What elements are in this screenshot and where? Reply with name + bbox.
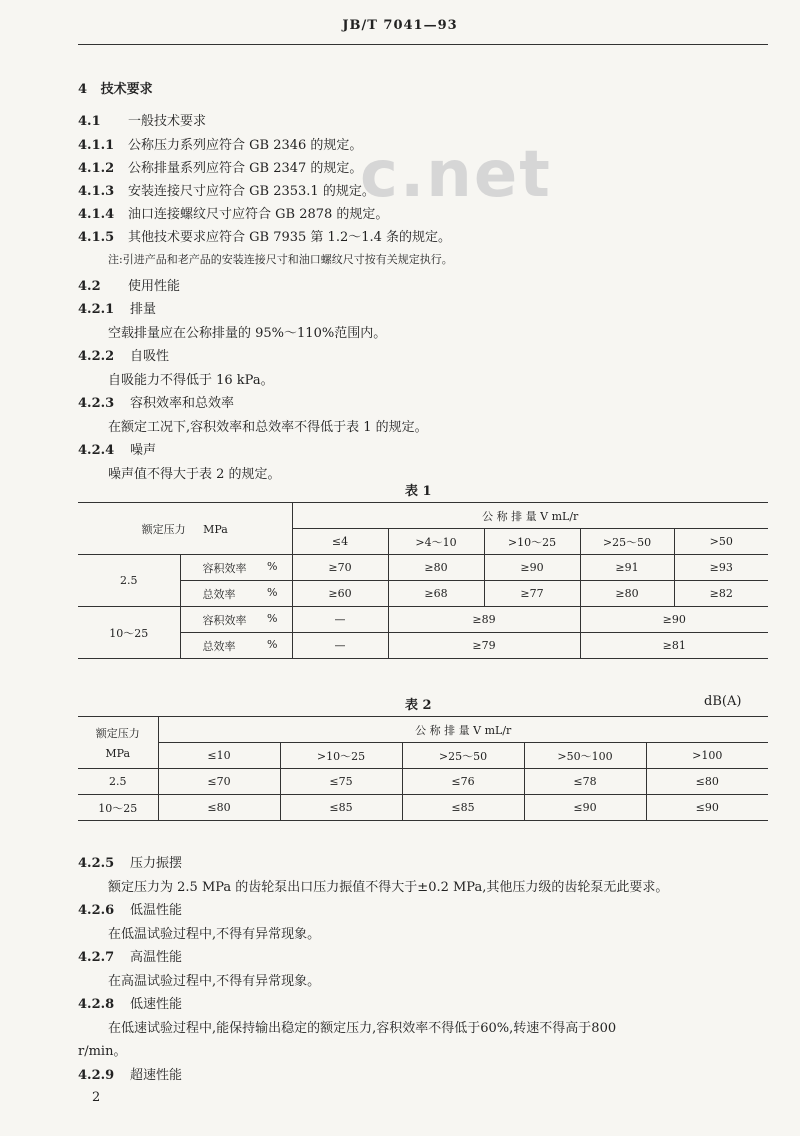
pressure-cell: 2.5 <box>78 555 180 607</box>
item-number: 4.1.3 <box>78 184 115 199</box>
page-number: 2 <box>92 1090 101 1105</box>
value-cell: ≥91 <box>580 555 674 581</box>
value-cell: ≥90 <box>580 607 768 633</box>
value-cell: ≥80 <box>580 581 674 607</box>
col-header: >50 <box>674 529 768 555</box>
subsection-body: 额定压力为 2.5 MPa 的齿轮泵出口压力振值不得大于±0.2 MPa,其他压力级的齿轮泵无此要求。 <box>108 879 669 895</box>
value-cell: ≥80 <box>388 555 484 581</box>
value-cell: ≤85 <box>402 795 524 821</box>
item-number: 4.2.6 <box>78 903 115 918</box>
col-header: ≤10 <box>158 743 280 769</box>
item-number: 4.2.4 <box>78 443 115 458</box>
col-header: >100 <box>646 743 768 769</box>
subsection-heading <box>78 993 668 1017</box>
header-displacement: 公 称 排 量 V mL/r <box>292 503 768 529</box>
page-header: JB/T 7041—93 <box>342 18 458 33</box>
table-2-caption: 表 2 <box>405 698 432 713</box>
subsection-body: 自吸能力不得低于 16 kPa。 <box>108 372 274 388</box>
subsection-heading <box>78 852 668 876</box>
list-4-1 <box>78 134 451 249</box>
value-cell: ≤70 <box>158 769 280 795</box>
subsection-heading <box>78 439 428 463</box>
subsection-heading <box>78 899 668 923</box>
col-header: >50～100 <box>524 743 646 769</box>
item-title: 自吸性 <box>130 349 170 364</box>
pressure-cell: 10～25 <box>78 795 158 821</box>
item-text: 其他技术要求应符合 GB 7935 第 1.2～1.4 条的规定。 <box>128 230 452 245</box>
note-4-1: 注:引进产品和老产品的安装连接尺寸和油口螺纹尺寸按有关规定执行。 <box>108 253 453 266</box>
subsection-heading <box>78 392 428 416</box>
section-title: 技术要求 <box>100 82 153 97</box>
section-number: 4 <box>78 82 88 97</box>
item-title: 排量 <box>130 302 157 317</box>
value-cell: — <box>292 607 388 633</box>
value-cell: ≥68 <box>388 581 484 607</box>
subsection-heading <box>78 1064 668 1088</box>
item-title: 低温性能 <box>130 903 183 918</box>
value-cell: ≤78 <box>524 769 646 795</box>
item-text: 公称压力系列应符合 GB 2346 的规定。 <box>128 138 363 153</box>
subsection-heading <box>78 298 428 322</box>
col-header: >25～50 <box>580 529 674 555</box>
col-header: >10～25 <box>484 529 580 555</box>
pressure-cell: 10～25 <box>78 607 180 659</box>
section-4-heading <box>78 78 153 97</box>
list-item <box>78 226 451 249</box>
item-number: 4.1.4 <box>78 207 115 222</box>
list-item <box>78 203 451 226</box>
value-cell: ≤90 <box>524 795 646 821</box>
item-title: 高温性能 <box>130 950 183 965</box>
item-number: 4.2.1 <box>78 302 115 317</box>
table-1 <box>78 502 768 659</box>
label-cell: 总效率 % <box>180 633 292 659</box>
list-item <box>78 134 451 157</box>
value-cell: — <box>292 633 388 659</box>
watermark: c.net <box>360 138 552 212</box>
header-rule <box>78 44 768 45</box>
table-2 <box>78 716 768 821</box>
item-title: 低速性能 <box>130 997 183 1012</box>
section-number: 4.1 <box>78 114 101 129</box>
label-cell: 总效率 % <box>180 581 292 607</box>
item-number: 4.2.9 <box>78 1067 115 1083</box>
value-cell: ≤80 <box>158 795 280 821</box>
header-rated-pressure: 额定压力 MPa <box>78 503 292 555</box>
col-header: ≤4 <box>292 529 388 555</box>
item-title: 压力振摆 <box>130 856 183 871</box>
section-title: 使用性能 <box>128 279 181 294</box>
col-header: >4～10 <box>388 529 484 555</box>
label-cell: 容积效率 % <box>180 555 292 581</box>
subsection-heading <box>78 946 668 970</box>
value-cell: ≤80 <box>646 769 768 795</box>
section-title: 一般技术要求 <box>128 114 207 129</box>
item-title: 超速性能 <box>130 1067 183 1083</box>
item-text: 油口连接螺纹尺寸应符合 GB 2878 的规定。 <box>128 207 389 222</box>
value-cell: ≥79 <box>388 633 580 659</box>
item-title: 容积效率和总效率 <box>130 396 235 411</box>
value-cell: ≥81 <box>580 633 768 659</box>
value-cell: ≥77 <box>484 581 580 607</box>
value-cell: ≥90 <box>484 555 580 581</box>
subsection-body: 在低温试验过程中,不得有异常现象。 <box>108 926 321 942</box>
value-cell: ≤76 <box>402 769 524 795</box>
list-4-2-part1 <box>78 298 428 486</box>
header-rated-pressure: 额定压力 MPa <box>78 717 158 769</box>
item-number: 4.2.3 <box>78 396 115 411</box>
subsection-heading <box>78 345 428 369</box>
table-2-unit: dB(A) <box>704 694 742 709</box>
table-1-caption: 表 1 <box>405 484 432 499</box>
item-number: 4.2.2 <box>78 349 115 364</box>
item-number: 4.1.2 <box>78 161 115 176</box>
table-row <box>78 555 768 581</box>
value-cell: ≤75 <box>280 769 402 795</box>
item-number: 4.2.5 <box>78 856 115 871</box>
section-4-2-heading <box>78 275 180 294</box>
subsection-body: 噪声值不得大于表 2 的规定。 <box>108 466 281 482</box>
value-cell: ≤85 <box>280 795 402 821</box>
list-item <box>78 180 451 203</box>
value-cell: ≥70 <box>292 555 388 581</box>
subsection-body: 在额定工况下,容积效率和总效率不得低于表 1 的规定。 <box>108 419 428 435</box>
table-row <box>78 769 768 795</box>
item-number: 4.1.1 <box>78 138 115 153</box>
subsection-body-continued: r/min。 <box>78 1044 127 1059</box>
item-text: 安装连接尺寸应符合 GB 2353.1 的规定。 <box>128 184 375 199</box>
pressure-cell: 2.5 <box>78 769 158 795</box>
value-cell: ≥60 <box>292 581 388 607</box>
item-number: 4.2.7 <box>78 950 115 965</box>
subsection-body: 在高温试验过程中,不得有异常现象。 <box>108 973 321 989</box>
value-cell: ≤90 <box>646 795 768 821</box>
table-row <box>78 633 768 659</box>
item-text: 公称排量系列应符合 GB 2347 的规定。 <box>128 161 363 176</box>
value-cell: ≥82 <box>674 581 768 607</box>
col-header: >25～50 <box>402 743 524 769</box>
item-number: 4.1.5 <box>78 230 115 245</box>
label-cell: 容积效率 % <box>180 607 292 633</box>
table-row <box>78 581 768 607</box>
table-row <box>78 607 768 633</box>
section-4-1-heading <box>78 110 206 129</box>
subsection-body: 空载排量应在公称排量的 95%～110%范围内。 <box>108 325 387 341</box>
list-item <box>78 157 451 180</box>
item-title: 噪声 <box>130 443 157 458</box>
value-cell: ≥89 <box>388 607 580 633</box>
item-number: 4.2.8 <box>78 997 115 1012</box>
value-cell: ≥93 <box>674 555 768 581</box>
table-row <box>78 795 768 821</box>
header-displacement: 公 称 排 量 V mL/r <box>158 717 768 743</box>
list-4-2-part2 <box>78 852 668 1087</box>
section-number: 4.2 <box>78 279 101 294</box>
col-header: >10～25 <box>280 743 402 769</box>
subsection-body: 在低速试验过程中,能保持输出稳定的额定压力,容积效率不得低于60%,转速不得高于800 <box>108 1020 617 1036</box>
